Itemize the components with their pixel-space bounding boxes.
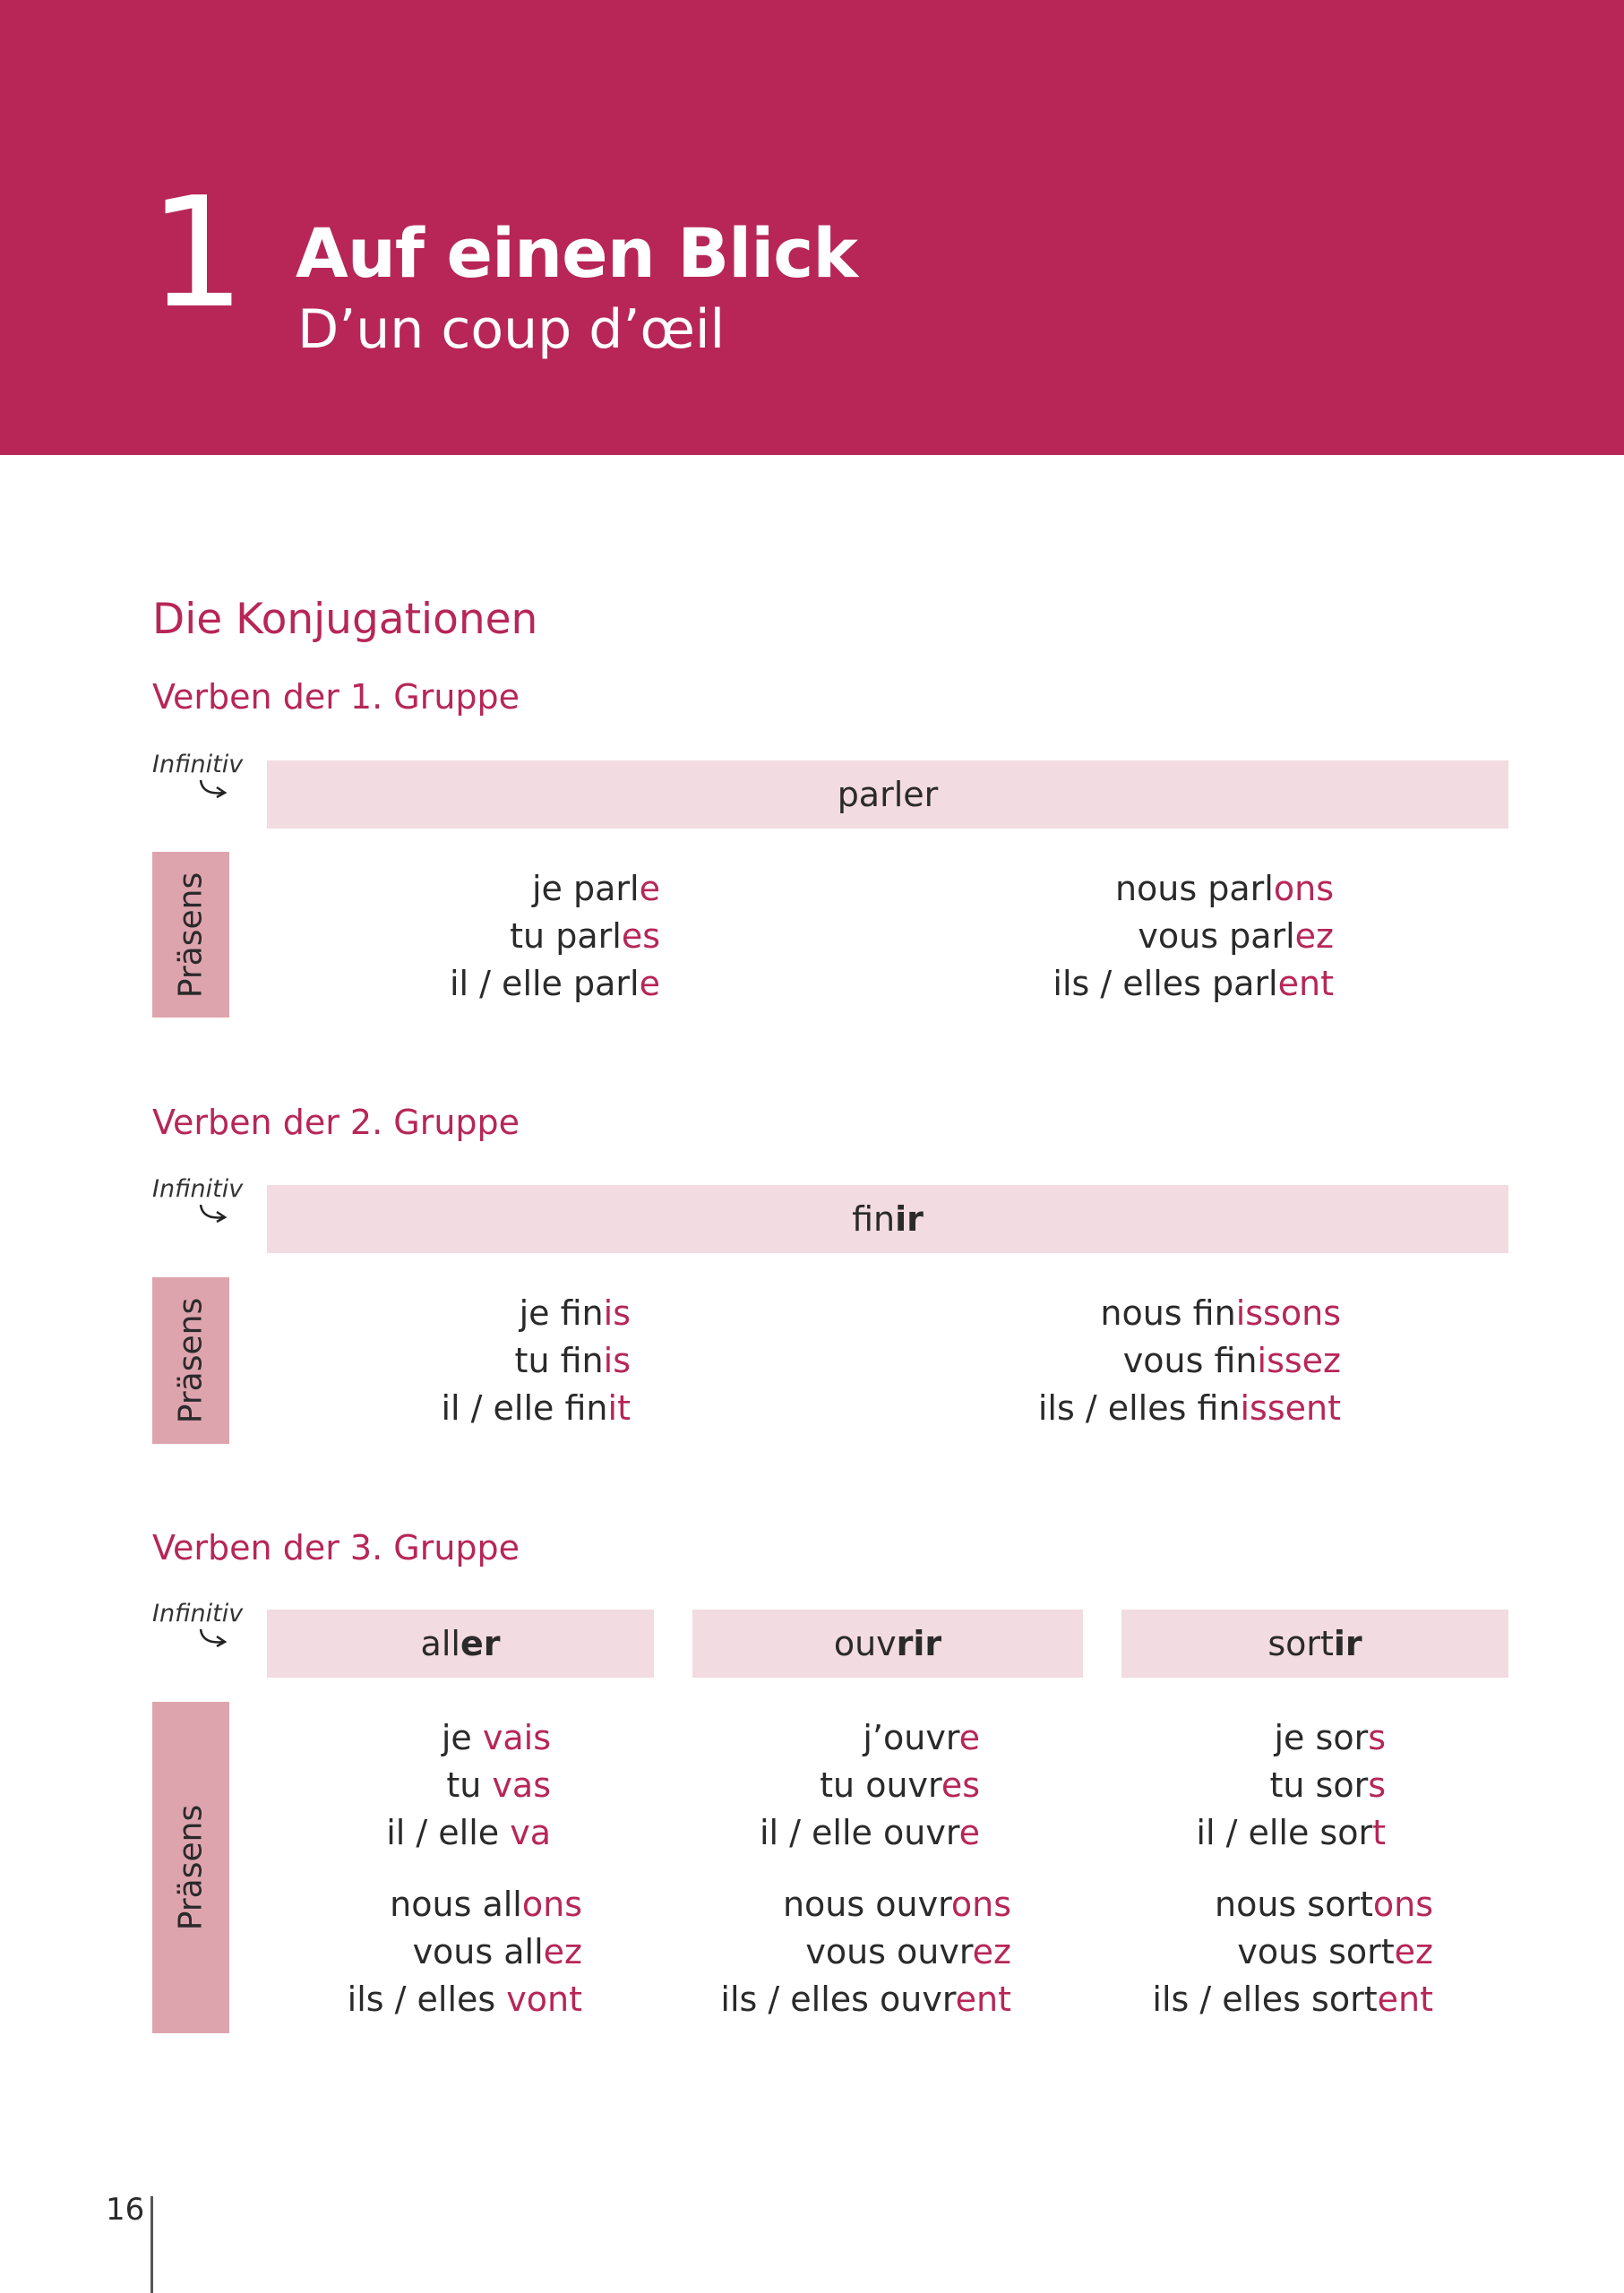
conj-row: nous parlons: [1114, 869, 1334, 908]
infinitive-box-parler: parl er: [267, 760, 1508, 829]
infinitive-marker: [152, 1602, 260, 1673]
conj-row: je sors: [1274, 1718, 1386, 1757]
conj-row: vous parlez: [1138, 916, 1334, 956]
group-title-3: Verben der 3. Gruppe: [152, 1528, 520, 1567]
curved-arrow-icon: [197, 1627, 229, 1650]
group-title-2: Verben der 2. Gruppe: [152, 1103, 520, 1142]
conj-row: je parle: [532, 869, 660, 908]
conj-row: tu ouvres: [820, 1765, 980, 1805]
conj-singular-finir: [441, 1290, 631, 1432]
conj-row: il / elle va: [386, 1813, 551, 1852]
tense-label-box: Präsens: [152, 1702, 229, 2033]
conj-row: tu finis: [514, 1341, 631, 1380]
page-divider-line: [150, 2196, 153, 2293]
conj-row: ils / elles vont: [347, 1980, 582, 2019]
conj-singular-aller: [386, 1714, 551, 1857]
infinitive-marker: [152, 752, 260, 824]
infinitive-box-sortir: sort ir: [1121, 1610, 1508, 1678]
conj-row: nous finissons: [1100, 1293, 1341, 1333]
curved-arrow-icon: [197, 777, 229, 801]
conj-row: ils / elles finissent: [1037, 1388, 1341, 1428]
conj-row: vous ouvrez: [805, 1932, 1011, 1971]
chapter-number: 1: [148, 165, 246, 342]
conj-row: tu sors: [1269, 1765, 1386, 1805]
infinitive-label: Infinitiv: [152, 1600, 244, 1627]
conj-row: j’ouvre: [863, 1718, 980, 1757]
chapter-subtitle: D’un coup d’œil: [297, 298, 726, 361]
tense-label-box: Präsens: [152, 852, 229, 1018]
conj-plural-aller: [348, 1881, 582, 2023]
conj-plural-finir: [1038, 1290, 1341, 1432]
conj-row: je vais: [441, 1718, 551, 1757]
conj-row: il / elle sort: [1196, 1813, 1386, 1852]
infinitive-box-finir: fin ir: [267, 1185, 1508, 1253]
conj-row: vous finissez: [1122, 1341, 1341, 1380]
conj-row: ils / elles parlent: [1053, 964, 1334, 1003]
conj-plural-sortir: [1152, 1881, 1433, 2023]
group-title-1: Verben der 1. Gruppe: [152, 677, 520, 717]
conj-row: nous sortons: [1214, 1885, 1433, 1924]
page-number: 16: [106, 2192, 145, 2228]
infinitive-box-aller: all er: [267, 1610, 654, 1678]
conj-singular-sortir: [1196, 1714, 1386, 1857]
conj-row: ils / elles sortent: [1152, 1980, 1433, 2019]
conj-plural-ouvrir: [720, 1881, 1011, 2023]
conj-row: ils / elles ouvrent: [720, 1980, 1011, 2019]
conj-row: nous ouvrons: [782, 1885, 1011, 1924]
section-heading: Die Konjugationen: [152, 595, 538, 644]
infinitive-box-ouvrir: ouv rir: [692, 1610, 1083, 1678]
tense-label-box: Präsens: [152, 1277, 229, 1444]
chapter-title: Auf einen Blick: [296, 213, 857, 293]
conj-row: tu vas: [446, 1765, 551, 1805]
conj-row: tu parles: [510, 916, 660, 956]
conj-plural-parler: [1053, 865, 1334, 1008]
conj-row: il / elle parle: [449, 964, 660, 1003]
conj-row: nous allons: [390, 1885, 582, 1924]
conj-row: vous sortez: [1237, 1932, 1433, 1971]
conj-row: il / elle ouvre: [759, 1813, 980, 1852]
conj-singular-parler: [450, 865, 660, 1008]
conj-row: vous allez: [412, 1932, 582, 1971]
conj-row: il / elle finit: [441, 1388, 631, 1428]
infinitive-marker: [152, 1177, 260, 1249]
infinitive-label: Infinitiv: [152, 751, 244, 778]
infinitive-label: Infinitiv: [152, 1175, 244, 1203]
conj-singular-ouvrir: [760, 1714, 980, 1857]
conj-row: je finis: [519, 1293, 631, 1333]
curved-arrow-icon: [197, 1202, 229, 1225]
